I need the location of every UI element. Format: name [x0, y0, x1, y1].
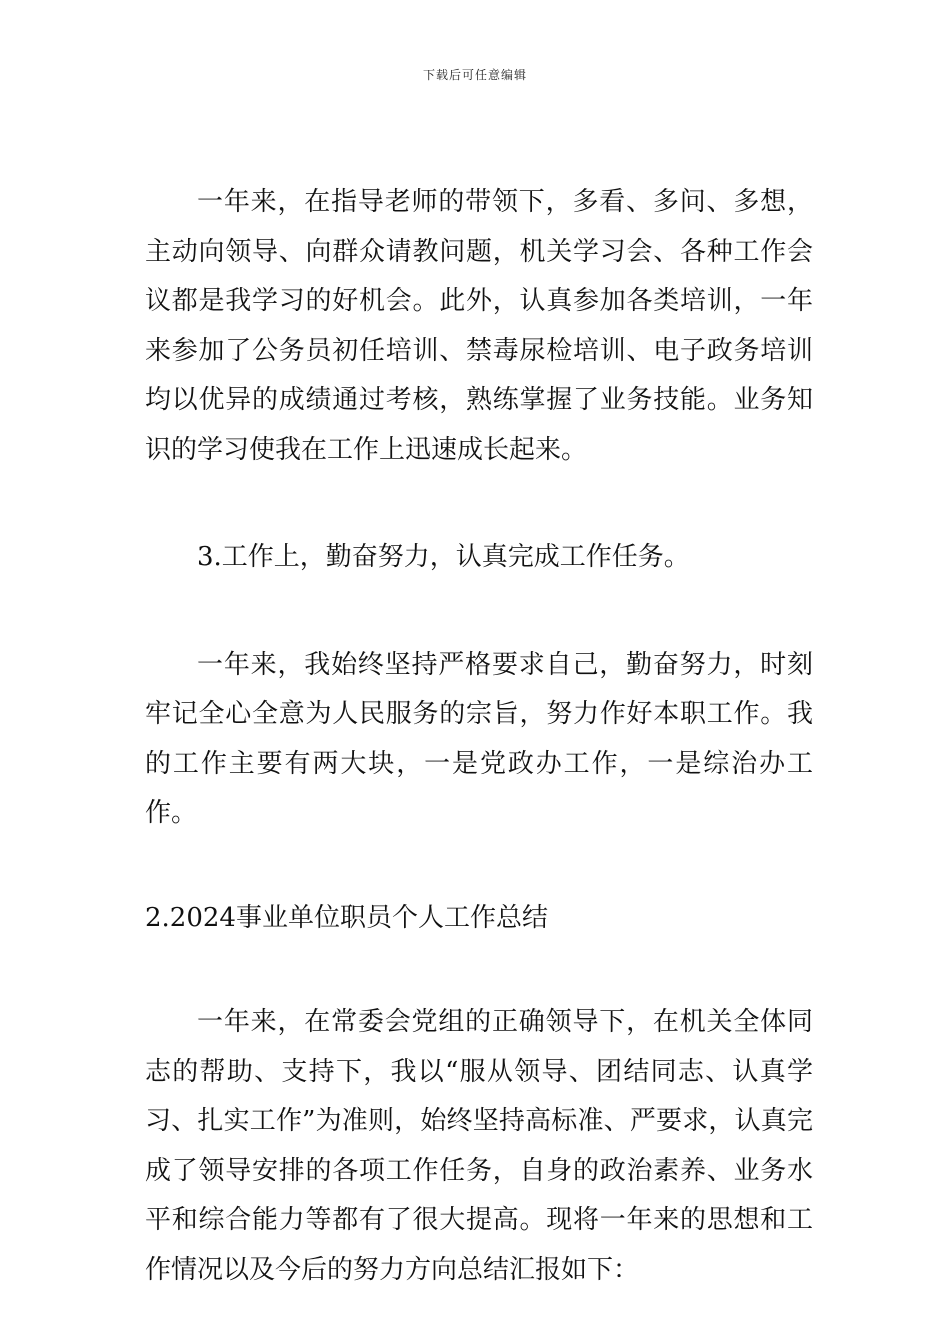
section-title: 2.2024事业单位职员个人工作总结 — [145, 902, 548, 933]
paragraph-summary-intro: 一年来，在常委会党组的正确领导下，在机关全体同志的帮助、支持下，我以“服从领导、团结同志、认真学习、扎实工作”为准则，始终坚持高标准、严要求，认真完成了领导安排的各项工作任务，自身的政治素养、业务水平和综合能力等都有了很大提高。现将一年来的思想和工作情况以及今后的努力方向总结汇报如下： — [145, 1007, 813, 1285]
document-body — [145, 178, 813, 1295]
section-heading-work: 3.工作上，勤奋努力，认真完成工作任务。 — [197, 542, 690, 572]
paragraph-work: 一年来，我始终坚持严格要求自己，勤奋努力，时刻牢记全心全意为人民服务的宗旨，努力作好本职工作。我的工作主要有两大块，一是党政办工作，一是综治办工作。 — [145, 649, 813, 828]
header-note: 下载后可任意编辑 — [422, 68, 527, 82]
paragraph-study: 一年来，在指导老师的带领下，多看、多问、多想，主动向领导、向群众请教问题，机关学习会、各种工作会议都是我学习的好机会。此外，认真参加各类培训，一年来参加了公务员初任培训、禁毒尿检培训、电子政务培训均以优异的成绩通过考核，熟练掌握了业务技能。业务知识的学习使我在工作上迅速成长起来。 — [145, 187, 813, 465]
